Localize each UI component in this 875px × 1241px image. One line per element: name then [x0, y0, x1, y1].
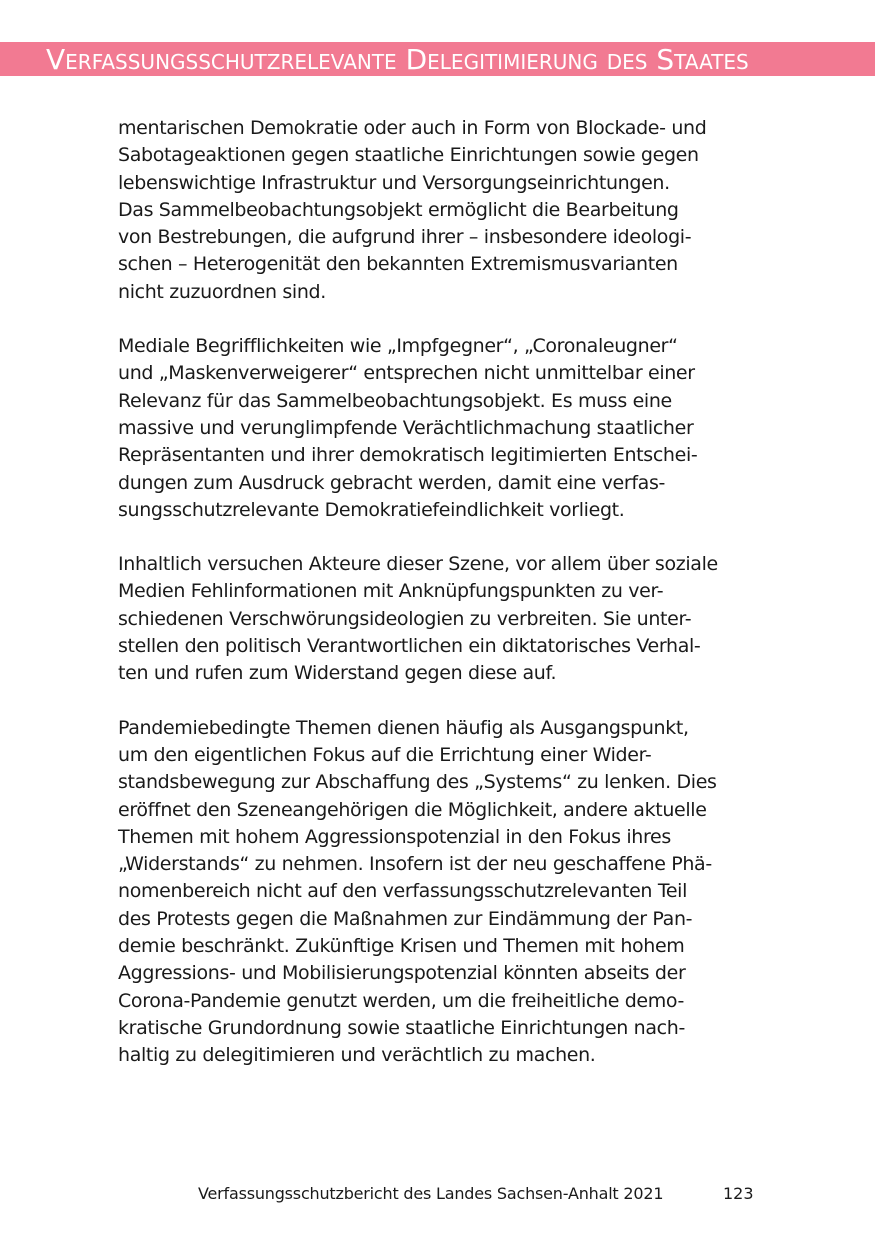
body-paragraph	[118, 551, 768, 687]
text-line: mentarischen Demokratie oder auch in Form von Blockade- und	[118, 117, 707, 139]
text-line: Pandemiebedingte Themen dienen häufig als Ausgangspunkt,	[118, 716, 689, 739]
section-title: Verfassungsschutzrelevante Delegitimierung des Staates	[46, 43, 749, 76]
text-line: Medien Fehlinformationen mit Anknüpfungspunkten zu ver-	[118, 580, 664, 603]
text-line: „Widerstands“ zu nehmen. Insofern ist der neu geschaffene Phä-	[118, 853, 712, 876]
body-paragraph	[118, 715, 768, 1070]
text-line: Das Sammelbeobachtungsobjekt ermöglicht die Bearbeitung	[118, 198, 679, 221]
text-line: nicht zuzuordnen sind.	[118, 280, 326, 303]
text-line: haltig zu delegitimieren und verächtlich zu machen.	[118, 1044, 596, 1067]
text-line: Themen mit hohem Aggressionspotenzial in den Fokus ihres	[118, 825, 671, 848]
text-line: Sabotageaktionen gegen staatliche Einrichtungen sowie gegen	[118, 144, 699, 167]
text-line: ten und rufen zum Widerstand gegen diese auf.	[118, 662, 557, 685]
text-line: sungsschutzrelevante Demokratiefeindlichkeit vorliegt.	[118, 498, 625, 521]
text-line: Corona-Pandemie genutzt werden, um die freiheitliche demo-	[118, 989, 685, 1012]
text-line: und „Maskenverweigerer“ entsprechen nicht unmittelbar einer	[118, 362, 695, 385]
text-line: Relevanz für das Sammelbeobachtungsobjekt. Es muss eine	[118, 389, 672, 412]
text-line: dungen zum Ausdruck gebracht werden, damit eine verfas-	[118, 471, 666, 494]
text-line: schiedenen Verschwörungsideologien zu verbreiten. Sie unter-	[118, 607, 692, 630]
body-paragraph	[118, 333, 768, 524]
text-line: um den eigentlichen Fokus auf die Errichtung einer Wider-	[118, 743, 652, 766]
text-line: standsbewegung zur Abschaffung des „Systems“ zu lenken. Dies	[118, 771, 717, 794]
text-line: eröffnet den Szeneangehörigen die Möglichkeit, andere aktuelle	[118, 798, 707, 821]
text-line: massive und verunglimpfende Verächtlichmachung staatlicher	[118, 416, 694, 439]
text-line: des Protests gegen die Maßnahmen zur Eindämmung der Pan-	[118, 907, 693, 930]
text-line: Aggressions- und Mobilisierungspotenzial könnten abseits der	[118, 962, 686, 985]
page-number: 123	[723, 1184, 754, 1203]
text-line: demie beschränkt. Zukünftige Krisen und Themen mit hohem	[118, 935, 685, 958]
text-line: schen – Heterogenität den bekannten Extremismusvarianten	[118, 253, 678, 276]
text-line: von Bestrebungen, die aufgrund ihrer – insbesondere ideologi-	[118, 226, 692, 249]
text-line: stellen den politisch Verantwortlichen ein diktatorisches Verhal-	[118, 635, 701, 658]
body-paragraph	[118, 115, 768, 306]
body-text	[118, 115, 768, 1097]
page-footer	[0, 1182, 875, 1206]
text-line: kratische Grundordnung sowie staatliche Einrichtungen nach-	[118, 1016, 685, 1039]
text-line: Inhaltlich versuchen Akteure dieser Szene, vor allem über soziale	[118, 553, 718, 576]
footer-publication-title: Verfassungsschutzbericht des Landes Sachsen-Anhalt 2021	[198, 1184, 664, 1203]
text-line: lebenswichtige Infrastruktur und Versorgungseinrichtungen.	[118, 171, 670, 194]
text-line: Repräsentanten und ihrer demokratisch legitimierten Entschei-	[118, 444, 698, 467]
text-line: Mediale Begrifflichkeiten wie „Impfgegner“, „Coronaleugner“	[118, 335, 678, 358]
text-line: nomenbereich nicht auf den verfassungsschutzrelevanten Teil	[118, 880, 688, 903]
